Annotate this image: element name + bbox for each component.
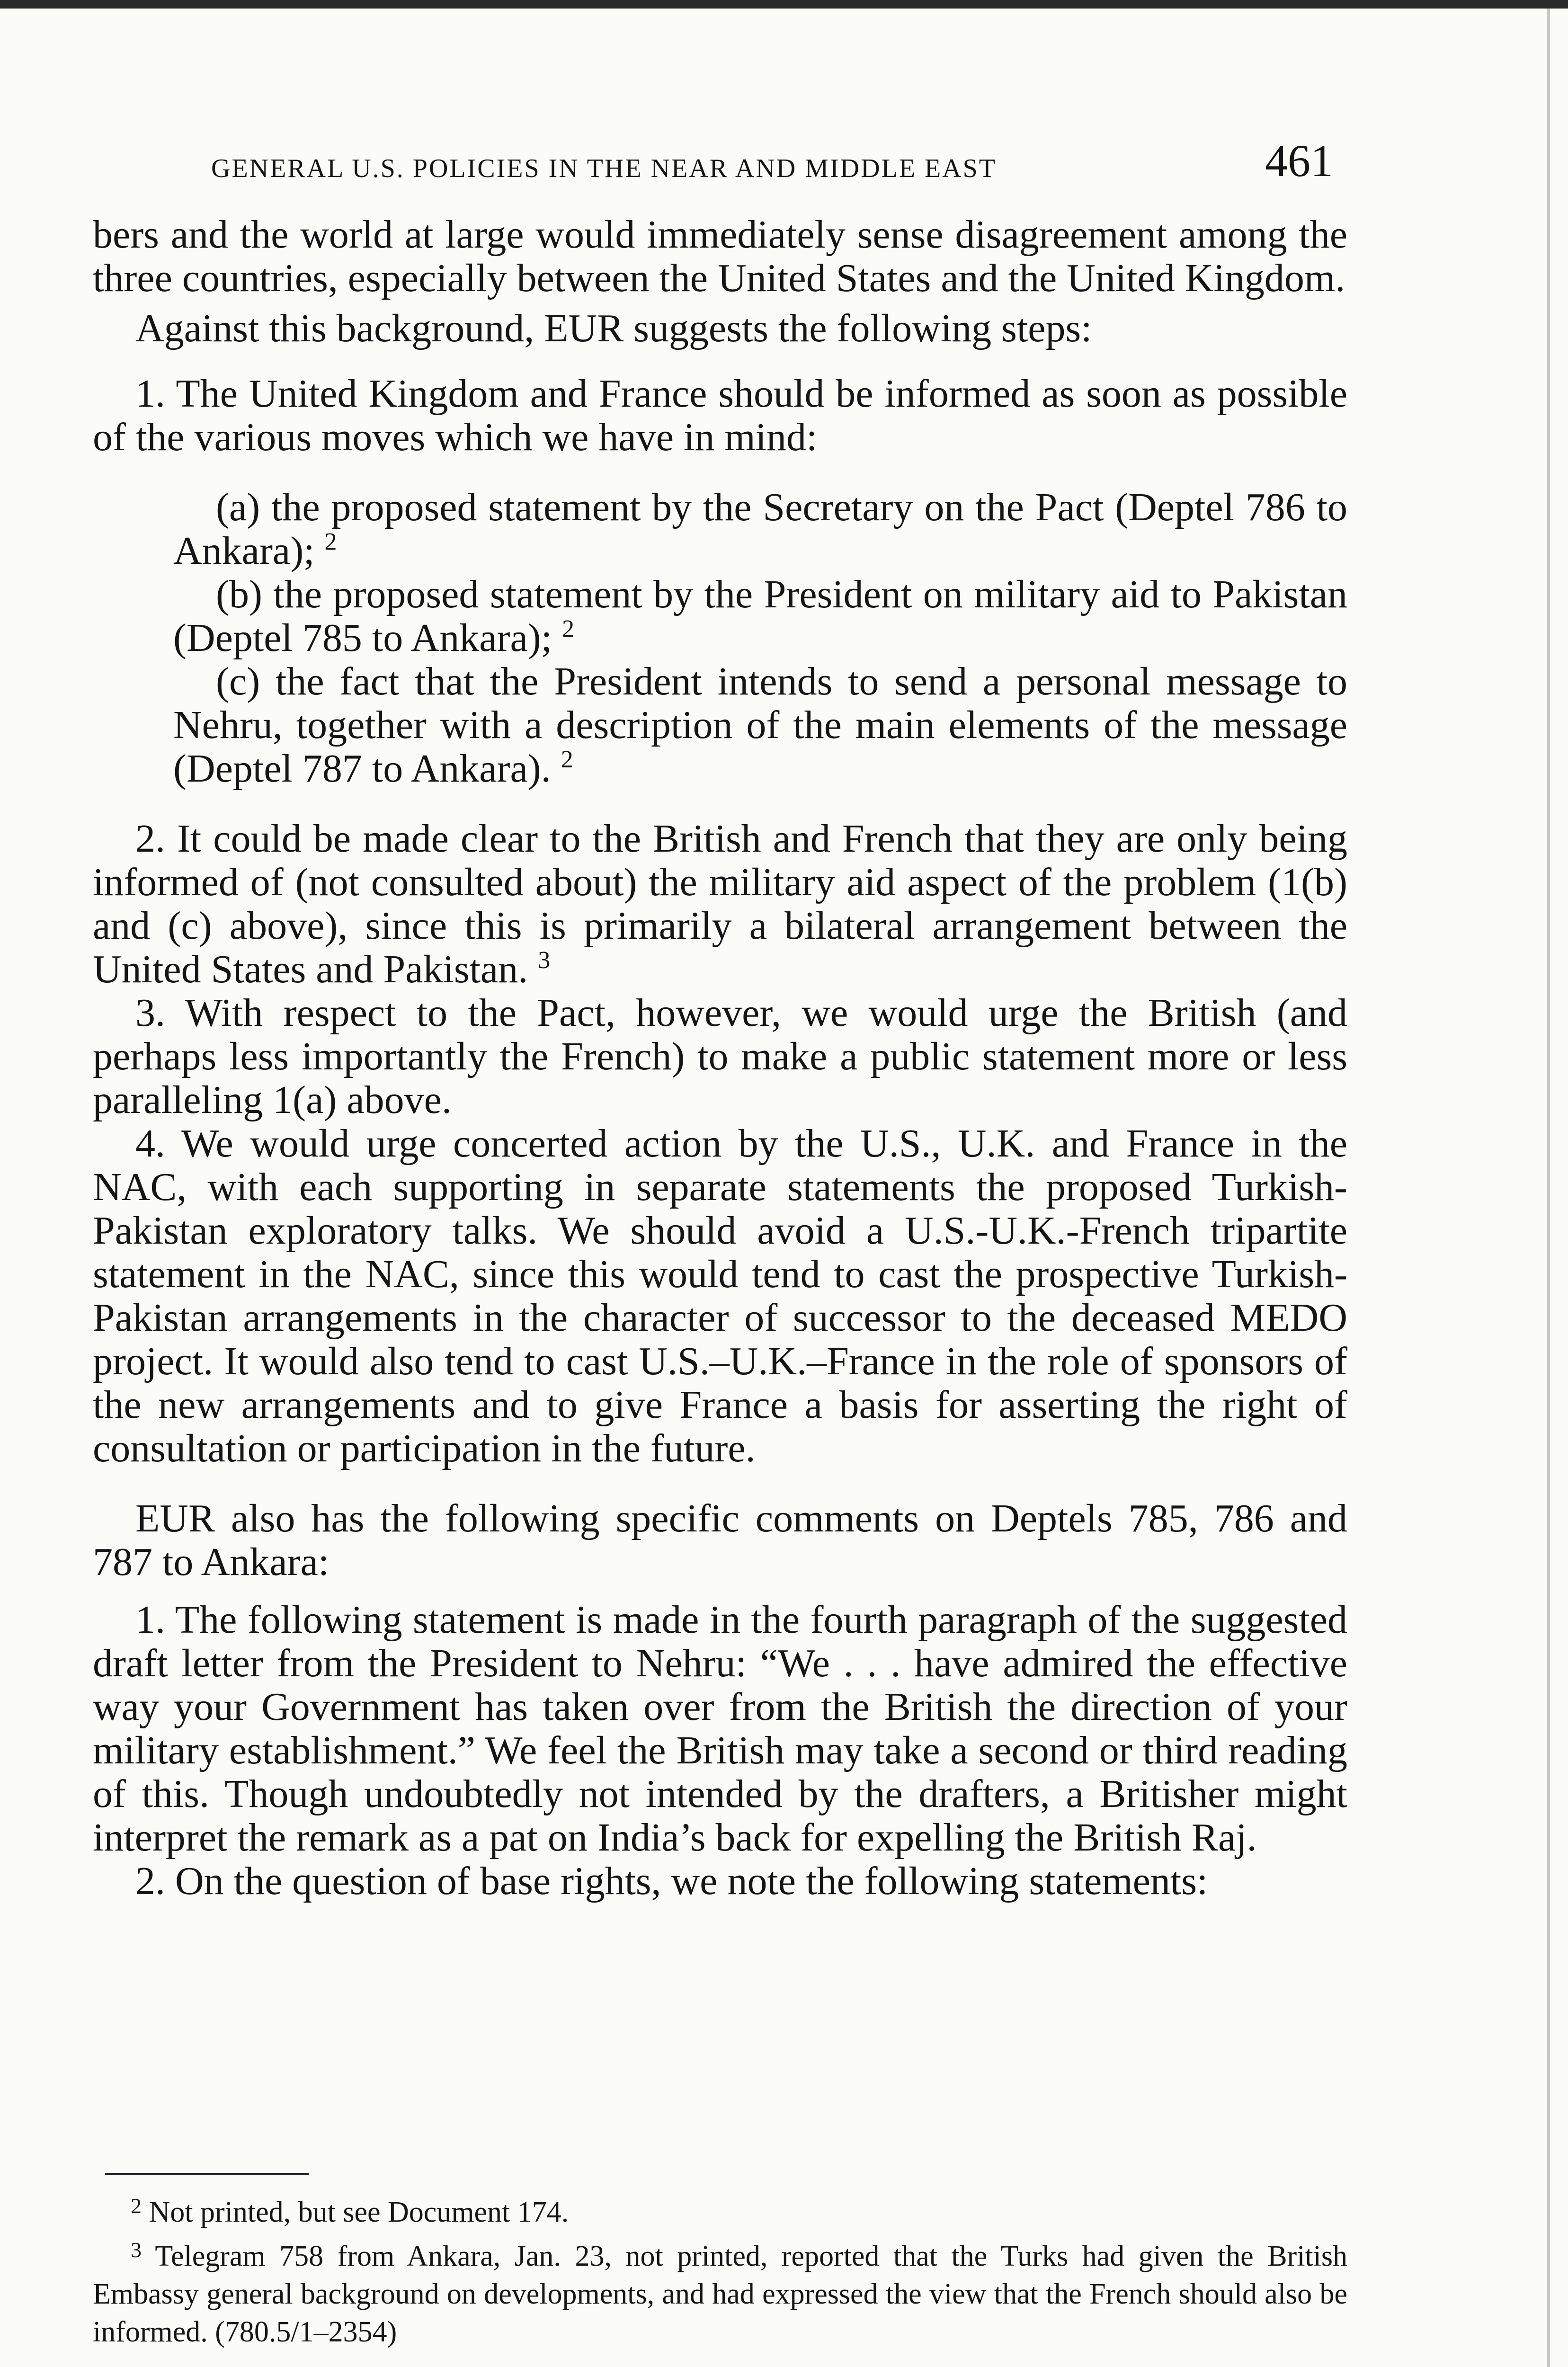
paragraph-background: Against this background, EUR suggests the following steps: bbox=[135, 306, 1092, 350]
running-head: GENERAL U.S. POLICIES IN THE NEAR AND MIDDLE EAST bbox=[211, 154, 997, 183]
step-1-item-a: (a) the proposed statement by the Secretary on the Pact (Deptel 786 to Ankara); $^2$ bbox=[173, 485, 1347, 573]
step-4: 4. We would urge concerted action by the U.S., U.K. and France in the NAC, with each supporting in separate statements the proposed Turkish-Pakistan exploratory talks. We should avoid a U.S.-U.K.-French tripartite statement in the NAC, since this would tend to cast the prospective Turkish-Pakistan arrangements in the character of successor to the deceased MEDO project. It would also tend to cast U.S.–U.K.–France in the role of sponsors of the new arrangements and to give France a basis for asserting the right of consultation or participation in the future. bbox=[93, 1121, 1347, 1470]
footnote-2: $^2$ Not printed, but see Document 174. bbox=[131, 2194, 569, 2228]
comment-2: 2. On the question of base rights, we note the following statements: bbox=[135, 1859, 1208, 1903]
footnote-ref: 2 bbox=[561, 746, 573, 773]
paragraph-comments: EUR also has the following specific comments on Deptels 785, 786 and 787 to Ankara: bbox=[93, 1496, 1347, 1584]
footnote-ref: 2 bbox=[324, 528, 337, 555]
step-3: 3. With respect to the Pact, however, we would urge the British (and perhaps less importantly the French) to make a public statement more or less paralleling 1(a) above. bbox=[93, 991, 1347, 1122]
footnote-ref: 3 bbox=[538, 947, 551, 974]
footnotes bbox=[93, 2187, 1347, 2351]
scan-top-edge bbox=[0, 0, 1568, 9]
body-text bbox=[93, 213, 1347, 1903]
step-1-subitems bbox=[173, 486, 1347, 791]
comment-1: 1. The following statement is made in the fourth paragraph of the suggested draft letter from the President to Nehru: “We . . . have admired the effective way your Government has taken over from the British the direction of your military establishment.” We feel the British may take a second or third reading of this. Though undoubtedly not intended by the drafters, a Britisher might interpret the remark as a pat on India’s back for expelling the British Raj. bbox=[93, 1598, 1347, 1860]
step-1-item-c: (c) the fact that the President intends to send a personal message to Nehru, together with a description of the main elements of the message (Deptel 787 to Ankara). $^2$ bbox=[173, 659, 1347, 791]
paragraph-continuation: bers and the world at large would immediately sense disagreement among the three countries, especially between the United States and the United Kingdom. bbox=[93, 213, 1347, 300]
scan-right-edge bbox=[1547, 9, 1550, 2367]
step-1: 1. The United Kingdom and France should be informed as soon as possible of the various moves which we have in mind: bbox=[93, 372, 1347, 459]
page-header bbox=[93, 131, 1347, 187]
footnote-ref: 2 bbox=[562, 615, 575, 642]
step-2: 2. It could be made clear to the British and French that they are only being informed of (not consulted about) the military aid aspect of the problem (1(b) and (c) above), since this is primarily a bilateral arrangement between the United States and Pakistan. $^3$ bbox=[93, 817, 1347, 991]
step-1-item-b: (b) the proposed statement by the President on military aid to Pakistan (Deptel 785 to Ankara); $^2$ bbox=[173, 572, 1347, 660]
footnote-rule bbox=[105, 2173, 309, 2175]
page-number: 461 bbox=[1265, 135, 1333, 186]
footnote-3: $^3$ Telegram 758 from Ankara, Jan. 23, not printed, reported that the Turks had given the British Embassy general background on developments, and had expressed the view that the French should also be informed. (780.5/1–2354) bbox=[93, 2238, 1347, 2348]
